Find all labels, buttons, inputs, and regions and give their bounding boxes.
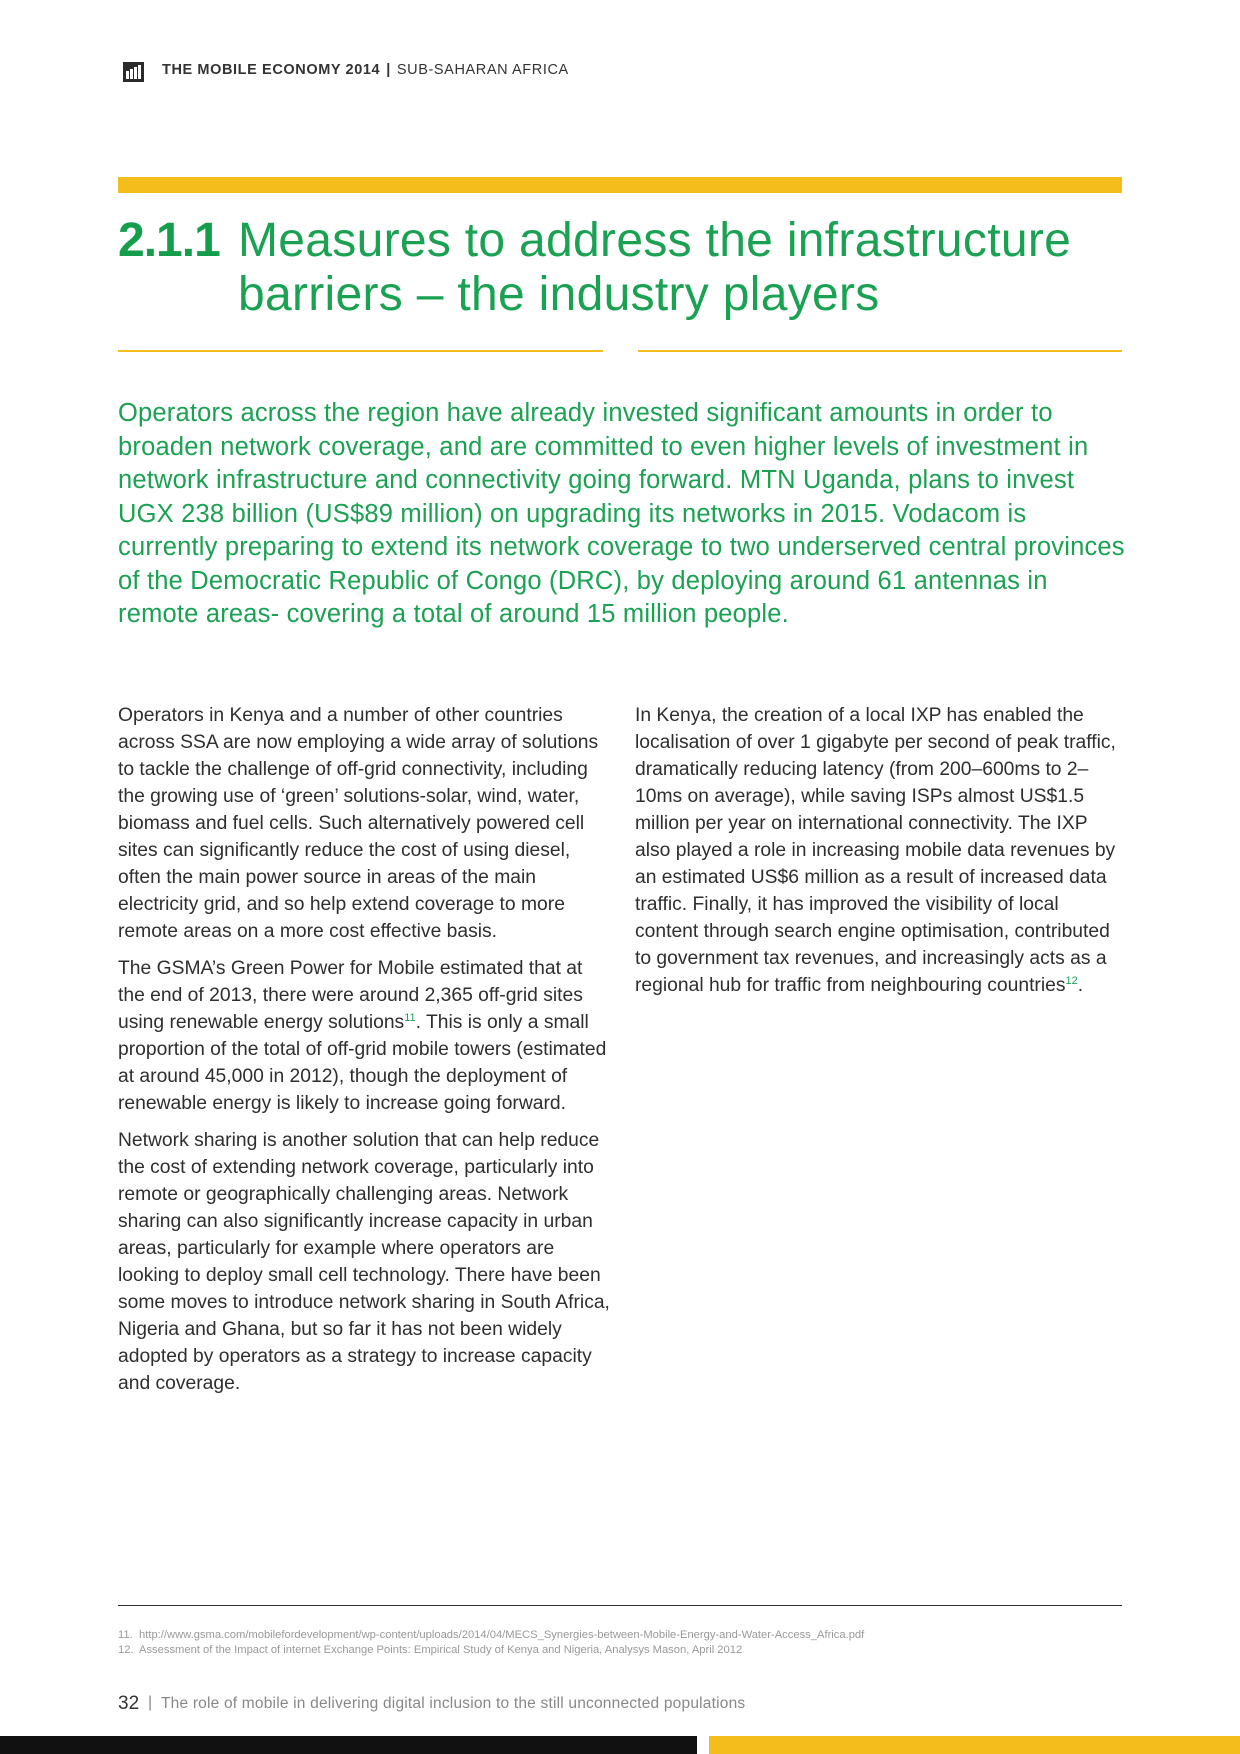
body-paragraph: Network sharing is another solution that can help reduce the cost of extending network coverage, particularly into remote or geographically challenging areas. Network sharing can also significantly increase capacity in urban areas, particularly for example where operators are looking to deploy small cell technology. There have been some moves to introduce network sharing in South Africa, Nigeria and Ghana, but so far it has not been widely adopted by operators as a strategy to increase capacity and coverage. — [118, 1130, 610, 1394]
footnote-ref[interactable]: 11 — [404, 1012, 416, 1024]
section-title: Measures to address the infrastructure barriers – the industry players — [238, 214, 1072, 321]
footnote-link[interactable]: http://www.gsma.com/mobilefordevelopment/wp-content/uploads/2014/04/MECS_Synergies-between-Mobile-Energy-and-Water-Access_Africa.pdf — [139, 1629, 865, 1641]
gsma-logo-icon — [123, 62, 144, 82]
footnote-divider — [118, 1605, 1122, 1606]
section-number: 2.1.1 — [118, 214, 220, 267]
header-separator: | — [386, 62, 391, 78]
body-column-left — [118, 702, 610, 1407]
title-rule-left — [118, 350, 603, 352]
title-rule-right — [638, 350, 1122, 352]
paragraph-text: In Kenya, the creation of a local IXP has enabled the localisation of over 1 gigabyte per second of peak traffic, dramatically reducing latency (from 200–600ms to 2–10ms on average), while saving ISPs almost US$1.5 million per year on international connectivity. The IXP also played a role in increasing mobile data revenues by an estimated US$6 million as a result of increased data traffic. Finally, it has improved the visibility of local content through search engine optimisation, contributed to government tax revenues, and increasingly acts as a regional hub for traffic from neighbouring countries — [635, 705, 1116, 996]
running-header — [162, 62, 569, 78]
header-title: THE MOBILE ECONOMY 2014 — [162, 62, 381, 78]
footnote-item — [118, 1628, 864, 1643]
footnote-number: 12. — [118, 1644, 134, 1656]
footnote-number: 11. — [118, 1629, 133, 1641]
footnotes — [118, 1628, 864, 1658]
paragraph-text: . This is only a small proportion of the total of off-grid mobile towers (estimated at around 45,000 in 2012), though the deployment of renewable energy is likely to increase going forward. — [118, 1012, 607, 1114]
footer-separator: | — [148, 1694, 153, 1711]
footer-caption: The role of mobile in delivering digital inclusion to the still unconnected populations — [161, 1695, 746, 1712]
footnote-text: Assessment of the Impact of internet Exchange Points: Empirical Study of Kenya and Nigeria, Analysys Mason, April 2012 — [139, 1644, 743, 1656]
body-paragraph — [635, 702, 1127, 999]
footer-bar-yellow — [709, 1736, 1240, 1754]
body-column-right — [635, 702, 1127, 1009]
footnote-item — [118, 1643, 864, 1658]
body-paragraph — [118, 955, 610, 1117]
section-top-bar — [118, 177, 1122, 193]
paragraph-text: . — [1077, 975, 1084, 996]
footer-bar-black — [0, 1736, 697, 1754]
body-paragraph: Operators in Kenya and a number of other countries across SSA are now employing a wide array of solutions to tackle the challenge of off-grid connectivity, including the growing use of ‘green’ solutions-solar, wind, water, biomass and fuel cells. Such alternatively powered cell sites can significantly reduce the cost of using diesel, often the main power source in areas of the main electricity grid, and so help extend coverage to more remote areas on a more cost effective basis. — [118, 705, 599, 942]
intro-paragraph: Operators across the region have already invested significant amounts in order to broaden network coverage, and are committed to even higher levels of investment in network infrastructure and connectivity going forward. MTN Uganda, plans to invest UGX 238 billion (US$89 million) on upgrading its networks in 2015. Vodacom is currently preparing to extend its network coverage to two underserved central provinces of the Democratic Republic of Congo (DRC), by deploying around 61 antennas in remote areas- covering a total of around 15 million people. — [118, 399, 1125, 628]
page-number: 32 — [118, 1693, 140, 1714]
paragraph-text: The GSMA’s Green Power for Mobile estimated that at the end of 2013, there were around 2,365 off-grid sites using renewable energy solutions — [118, 958, 583, 1033]
footnote-ref[interactable]: 12 — [1065, 975, 1078, 987]
header-region: SUB-SAHARAN AFRICA — [396, 62, 569, 78]
